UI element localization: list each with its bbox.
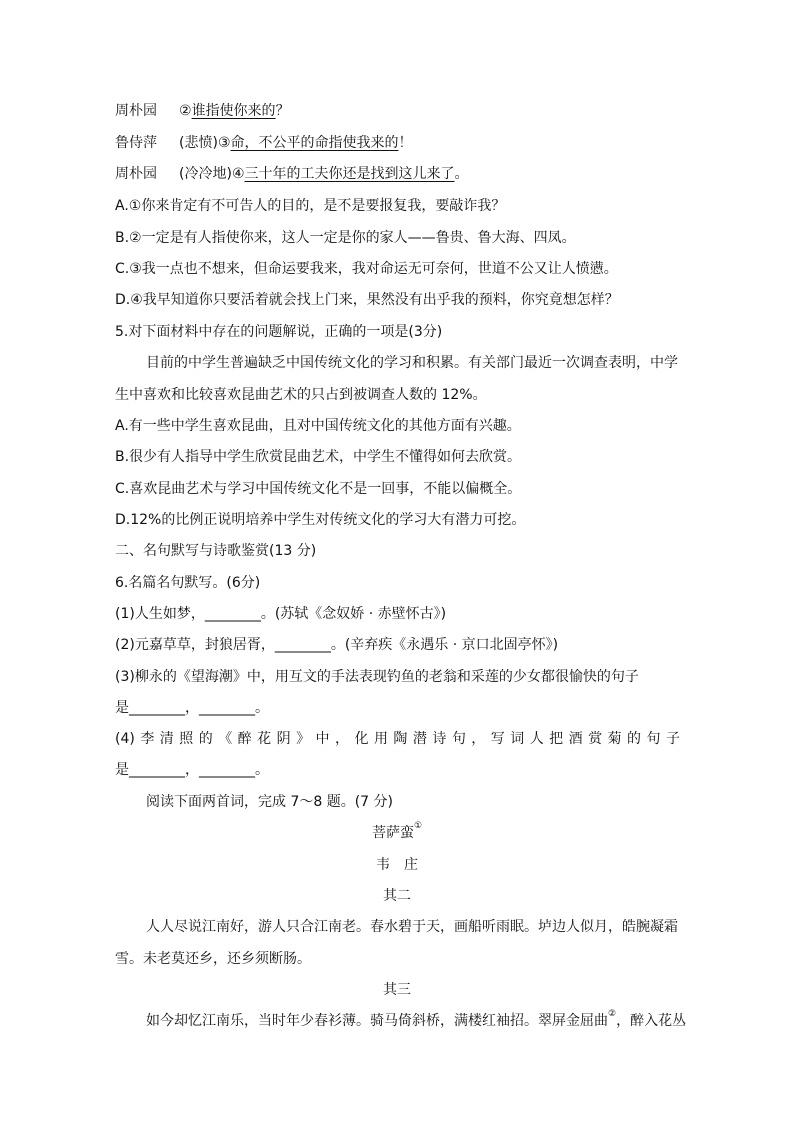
q6-item-3-line-2: 是________，________。: [115, 700, 269, 716]
q6-item-4-line-1: [115, 729, 680, 749]
punct: ？: [275, 103, 290, 119]
char: 用: [373, 731, 388, 747]
q5-option-b: B.很少有人指导中学生欣赏昆曲艺术，中学生不懂得如何去欣赏。: [115, 449, 522, 465]
author-char: 韦: [376, 857, 390, 873]
char: 的: [198, 731, 213, 747]
char: 词: [510, 731, 525, 747]
stage-direction: (冷冷地): [179, 166, 232, 182]
footnote-mark: ①: [413, 821, 423, 831]
poem-1-line-2: 雪。未老莫还乡，还乡须断肠。: [115, 951, 311, 967]
underlined-line: 谁指使你来的: [191, 103, 276, 119]
stage-direction: (悲愤): [179, 135, 218, 151]
footnote-mark: ②: [608, 1009, 617, 1019]
q6-item-2: (2)元嘉草草，封狼居胥，________。(辛弃疾《永遇乐 · 京口北固亭怀》): [115, 637, 559, 653]
char: 醉: [237, 731, 252, 747]
mark: ②: [179, 103, 192, 119]
speaker: 周朴园: [115, 103, 157, 119]
poem-author: [0, 855, 794, 875]
char: 句: [646, 731, 661, 747]
poem-2-line-1: [146, 1011, 686, 1031]
poem-title-text: 菩萨蛮: [371, 825, 414, 841]
char: 花: [257, 731, 272, 747]
char: 酒: [568, 731, 583, 747]
reading-intro: 阅读下面两首词，完成 7～8 题。(7 分): [146, 794, 393, 810]
char: ，: [471, 731, 486, 747]
char: 的: [627, 731, 642, 747]
char: 子: [665, 731, 680, 747]
underlined-line: 命，不公平的命指使我来的: [230, 135, 399, 151]
char: 菊: [607, 731, 622, 747]
char: 潜: [412, 731, 427, 747]
punct: 。: [454, 166, 469, 182]
char: 把: [549, 731, 564, 747]
q5-option-c: C.喜欢昆曲艺术与学习中国传统文化不是一回事，不能以偏概全。: [115, 481, 522, 497]
char: 陶: [393, 731, 408, 747]
char: 写: [490, 731, 505, 747]
mark: ③: [217, 135, 231, 151]
poem-text: 如今却忆江南乐，当时年少春衫薄。骑马倚斜桥，满楼红袖招。翠屏金屈曲: [146, 1013, 608, 1029]
char: 句: [451, 731, 466, 747]
char: 李: [140, 731, 155, 747]
char: 诗: [432, 731, 447, 747]
char: 化: [354, 731, 369, 747]
char: 人: [529, 731, 544, 747]
poem-1-line-1: 人人尽说江南好，游人只合江南老。春水碧于天，画船听雨眠。垆边人似月，皓腕凝霜: [146, 919, 678, 935]
mark: ④: [231, 166, 245, 182]
q4-option-d: D.④我早知道你只要活着就会找上门来，果然没有出乎我的预料，你究竟想怎样？: [115, 292, 619, 308]
char: 》: [296, 731, 311, 747]
char: 照: [179, 731, 194, 747]
punct: ！: [398, 135, 413, 151]
q5-option-a: A.有一些中学生喜欢昆曲，且对中国传统文化的其他方面有兴趣。: [115, 418, 521, 434]
q5-material-line-2: 生中喜欢和比较喜欢昆曲艺术的只占到被调查人数的 12%。: [115, 387, 487, 403]
q6-item-4-line-2: 是________，________。: [115, 762, 269, 778]
char: (4): [115, 731, 135, 747]
q6-item-1: (1)人生如梦，________。(苏轼《念奴娇 · 赤壁怀古》): [115, 606, 447, 622]
char: ，: [335, 731, 349, 747]
dialog-line-1: [115, 101, 290, 121]
poem-1-label: 其二: [383, 888, 411, 904]
char: 清: [159, 731, 174, 747]
char: 赏: [588, 731, 603, 747]
speaker: 周朴园: [115, 166, 157, 182]
char: 《: [218, 731, 233, 747]
underlined-line: 三十年的工夫你还是找到这儿来了: [244, 166, 455, 182]
dialog-line-3: [115, 164, 469, 184]
q6-item-3-line-1: (3)柳永的《望海潮》中，用互文的手法表现钓鱼的老翁和采莲的少女都很愉快的句子: [115, 669, 639, 685]
poem-title: [0, 823, 794, 843]
q4-option-b: B.②一定是有人指使你来，这人一定是你的家人——鲁贵、鲁大海、四凤。: [115, 230, 576, 246]
dialog-line-2: [115, 133, 413, 153]
author-char: 庄: [404, 857, 418, 873]
speaker: 鲁侍萍: [115, 135, 157, 151]
section-heading: 二、名句默写与诗歌鉴赏(13 分): [115, 543, 317, 559]
q4-option-c: C.③我一点也不想来，但命运要我来，我对命运无可奈何，世道不公又让人愤懑。: [115, 261, 618, 277]
q5-option-d: D.12%的比例正说明培养中学生对传统文化的学习大有潜力可挖。: [115, 512, 526, 528]
char: 中: [315, 731, 330, 747]
poem-text: ，醉入花丛: [616, 1013, 687, 1029]
poem-2-label: 其三: [383, 982, 411, 998]
q6-stem: 6.名篇名句默写。(6分): [115, 575, 261, 591]
q5-material-line-1: 目前的中学生普遍缺乏中国传统文化的学习和积累。有关部门最近一次调查表明，中学: [146, 355, 678, 371]
char: 阴: [276, 731, 291, 747]
q4-option-a: A.①你来肯定有不可告人的目的，是不是要报复我，要敲诈我？: [115, 198, 506, 214]
q5-stem: 5.对下面材料中存在的问题解说，正确的一项是(3分): [115, 324, 443, 340]
